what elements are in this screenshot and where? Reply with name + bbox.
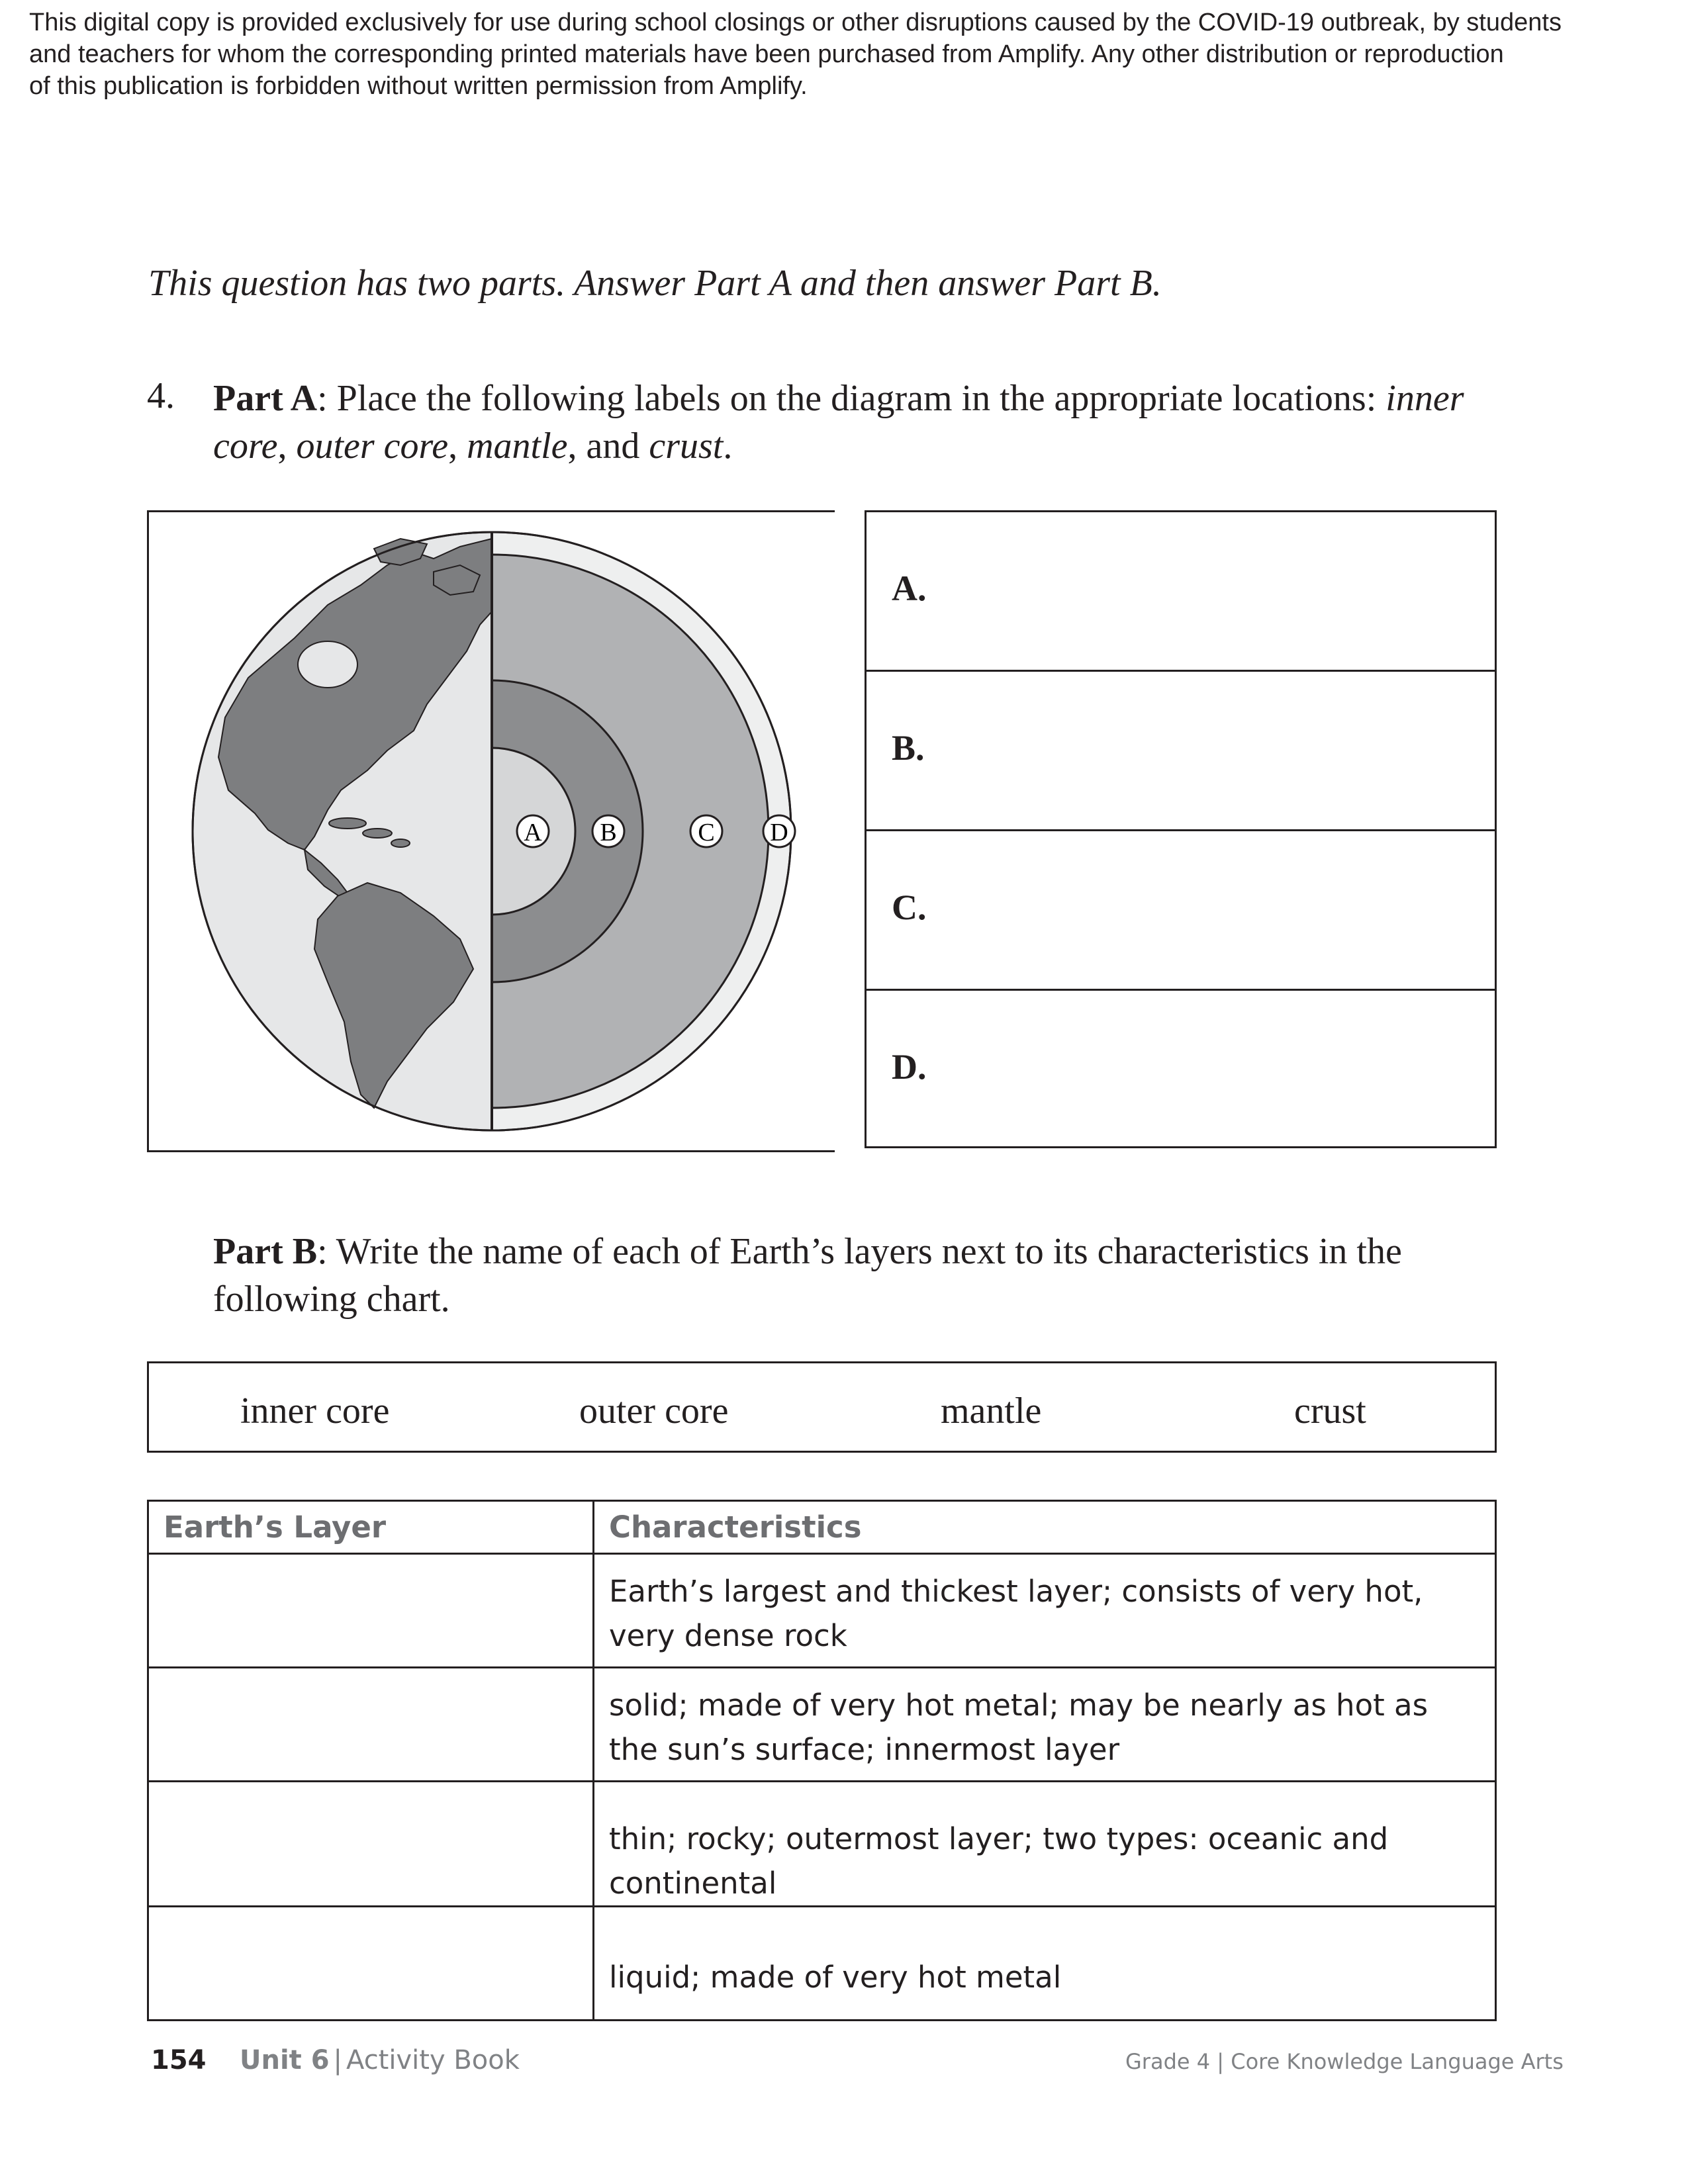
layer-answer-cell-4[interactable] — [148, 1907, 594, 2021]
earth-diagram-frame — [147, 510, 835, 1152]
word-bank — [147, 1361, 1497, 1453]
marker-d — [763, 815, 795, 847]
term-crust: crust — [649, 426, 724, 467]
sentence-end: . — [723, 426, 733, 467]
chart-header-row — [148, 1501, 1496, 1554]
part-b-text: : Write the name of each of Earth’s layers next to its characteristics in the following chart. — [213, 1231, 1402, 1320]
marker-a-label: A — [524, 819, 542, 846]
copyright-notice — [29, 7, 1664, 102]
part-a-text: : Place the following labels on the diagram in the appropriate locations: — [317, 378, 1386, 419]
question-number: 4. — [147, 375, 175, 416]
footer-unit — [240, 2045, 520, 2075]
label-answer-box — [865, 510, 1497, 1148]
footer-book: Activity Book — [346, 2045, 520, 2075]
label-row-a[interactable] — [867, 512, 1495, 672]
caribbean-island — [391, 839, 410, 847]
part-b-label: Part B — [213, 1231, 318, 1272]
layer-answer-cell-2[interactable] — [148, 1668, 594, 1782]
term-inner-1: inner — [1385, 378, 1464, 419]
label-row-c-letter: C. — [892, 887, 927, 927]
label-row-b[interactable] — [867, 672, 1495, 831]
word-inner-core: inner core — [240, 1390, 390, 1432]
notice-line-3: of this publication is forbidden without written permission from Amplify. — [29, 72, 808, 100]
hudson-bay — [298, 641, 357, 688]
label-row-d[interactable] — [867, 991, 1495, 1150]
part-b-prompt — [213, 1228, 1511, 1323]
characteristics-cell-1: Earth’s largest and thickest layer; consists of very hot, very dense rock — [594, 1554, 1496, 1668]
notice-line-2: and teachers for whom the corresponding printed materials have been purchased from Amplify. Any other distribution or reproduction — [29, 40, 1504, 68]
term-mantle: mantle — [467, 426, 568, 467]
word-crust: crust — [1294, 1390, 1366, 1432]
sep-3: , and — [567, 426, 649, 467]
marker-c-label: C — [698, 819, 715, 846]
marker-b-label: B — [600, 819, 617, 846]
label-row-a-letter: A. — [892, 569, 927, 608]
notice-line-1: This digital copy is provided exclusively for use during school closings or other disruptions caused by the COVID-19 outbreak, by students — [29, 9, 1562, 36]
earth-layers-diagram — [149, 512, 835, 1150]
layer-answer-cell-3[interactable] — [148, 1782, 594, 1907]
term-outer-core: outer core — [296, 426, 449, 467]
sep-1: , — [277, 426, 297, 467]
chart-row — [148, 1668, 1496, 1782]
word-mantle: mantle — [941, 1390, 1042, 1432]
marker-c — [690, 815, 722, 847]
label-row-d-letter: D. — [892, 1047, 927, 1087]
header-characteristics: Characteristics — [594, 1501, 1496, 1554]
part-a-prompt — [213, 375, 1511, 470]
term-inner-2: core — [213, 426, 278, 467]
marker-a — [517, 815, 549, 847]
question-instructions: This question has two parts. Answer Part A and then answer Part B. — [148, 263, 1162, 304]
layers-chart — [147, 1500, 1497, 2021]
characteristics-cell-2: solid; made of very hot metal; may be nearly as hot as the sun’s surface; innermost layer — [594, 1668, 1496, 1782]
footer-grade: Grade 4 | Core Knowledge Language Arts — [1125, 2049, 1564, 2074]
caribbean-island — [329, 818, 366, 829]
characteristics-cell-3: thin; rocky; outermost layer; two types: oceanic and continental — [594, 1782, 1496, 1907]
footer-separator: | — [333, 2045, 343, 2075]
chart-row — [148, 1907, 1496, 2021]
marker-d-label: D — [770, 819, 788, 846]
label-row-b-letter: B. — [892, 728, 925, 768]
header-earths-layer: Earth’s Layer — [148, 1501, 594, 1554]
footer-unit-label: Unit 6 — [240, 2045, 330, 2075]
page-number: 154 — [151, 2045, 207, 2075]
label-row-c[interactable] — [867, 831, 1495, 991]
part-a-label: Part A — [213, 378, 318, 419]
sep-2: , — [448, 426, 467, 467]
chart-row — [148, 1782, 1496, 1907]
chart-row — [148, 1554, 1496, 1668]
word-outer-core: outer core — [579, 1390, 729, 1432]
layer-answer-cell-1[interactable] — [148, 1554, 594, 1668]
characteristics-cell-4: liquid; made of very hot metal — [594, 1907, 1496, 2021]
marker-b — [592, 815, 624, 847]
caribbean-island — [363, 829, 392, 838]
